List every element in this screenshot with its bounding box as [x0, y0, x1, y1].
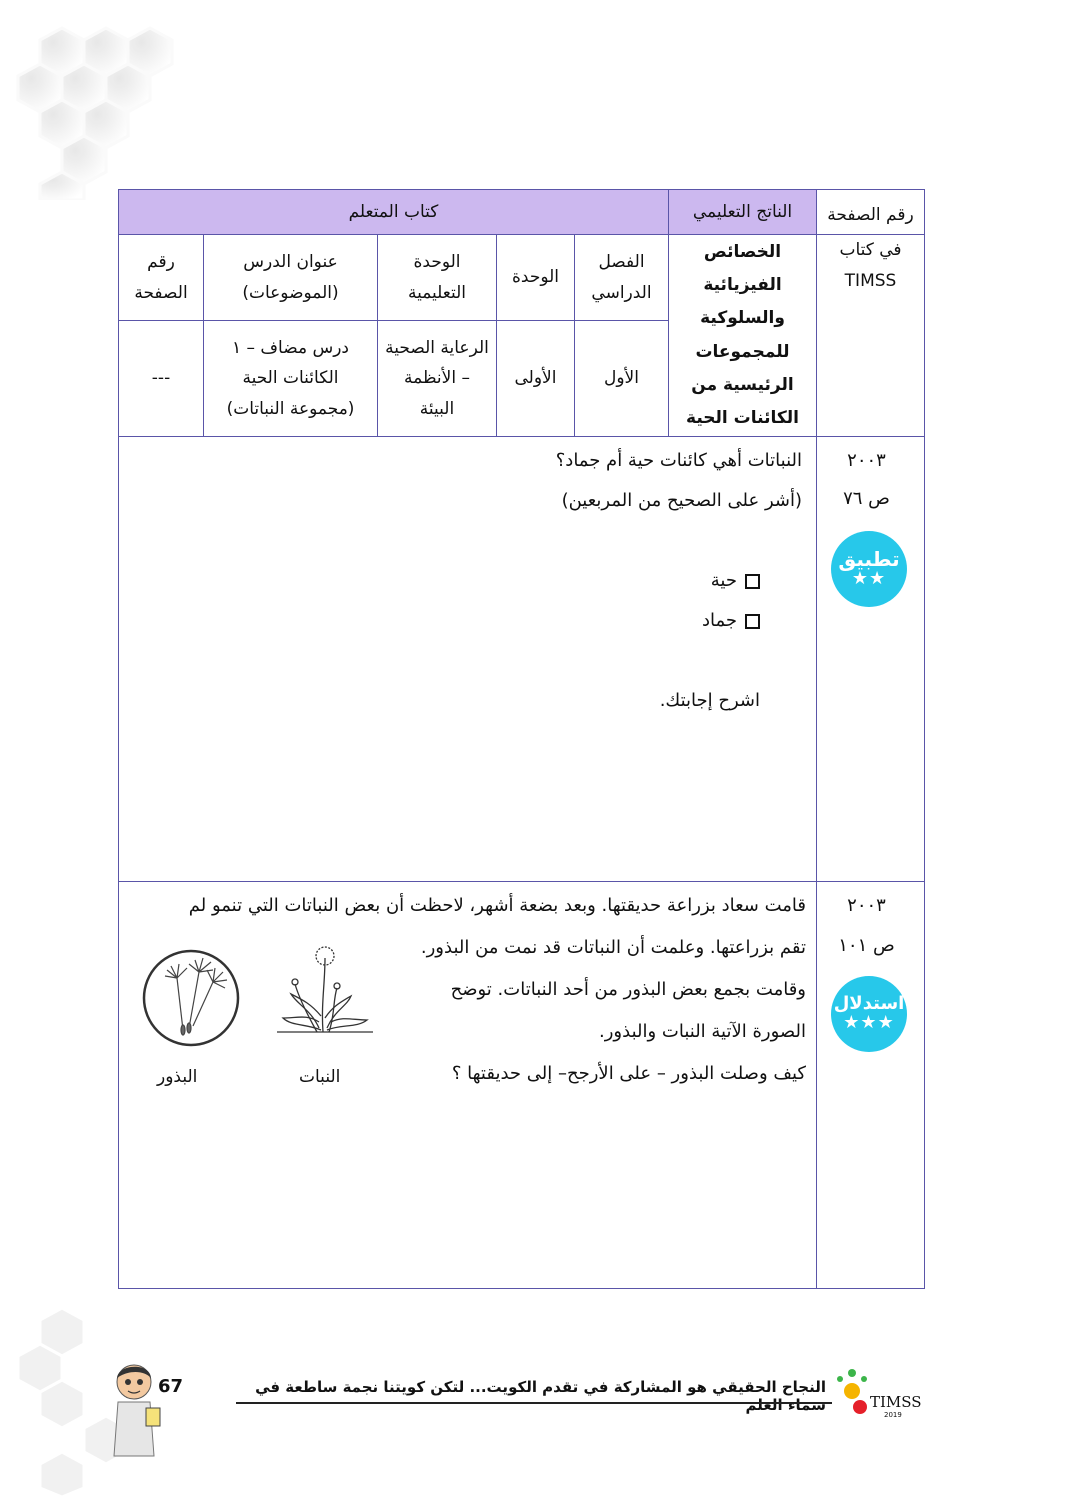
- q1-skill-badge: [831, 531, 907, 607]
- learner-book-header: كتاب المتعلم: [119, 190, 669, 235]
- footer-divider: [236, 1402, 832, 1404]
- q1-badge-title: تطبيق: [838, 547, 900, 572]
- checkbox-icon[interactable]: [745, 574, 760, 589]
- plant-label: النبات: [299, 1067, 341, 1087]
- unit-header: الوحدة: [497, 235, 575, 321]
- q2-year: ٢٠٠٣: [847, 895, 886, 916]
- semester-value: الأول: [575, 321, 669, 437]
- curriculum-table: [118, 189, 925, 1289]
- page-number-subheader: رقم الصفحة: [119, 235, 204, 321]
- learning-outcome: الخصائص الفيزيائية والسلوكية للمجموعات الرئيسية من الكائنات الحية: [669, 235, 817, 437]
- q2-badge-title: استدلال: [833, 993, 905, 1015]
- q2-line-4: الصورة الآتية النبات والبذور.: [599, 1021, 806, 1042]
- unit-value: الأولى: [497, 321, 575, 437]
- timss-page-header: في كتاب TIMSS: [817, 235, 925, 437]
- page-number-value: ---: [119, 321, 204, 437]
- q1-question: النباتات أهي كائنات حية أم جماد؟: [555, 450, 802, 471]
- q2-line-1: قامت سعاد بزراعة حديقتها. وبعد بضعة أشهر، لاحظت أن بعض النباتات التي تنمو لم: [188, 895, 806, 916]
- student-mascot-icon: [108, 1360, 168, 1460]
- page-number: 67: [158, 1376, 184, 1397]
- semester-header: الفصل الدراسي: [575, 235, 669, 321]
- q2-badge-stars: ★★★: [843, 1012, 895, 1034]
- q2-content: [119, 882, 817, 1289]
- lesson-title-header: عنوان الدرس (الموضوعات): [204, 235, 378, 321]
- dandelion-plant-image: [277, 944, 377, 1040]
- hexagon-pattern-decoration: [0, 0, 300, 200]
- learning-unit-value: الرعاية الصحية – الأنظمة البيئة: [378, 321, 497, 437]
- q1-badge-stars: ★★: [851, 568, 887, 590]
- q1-instruction: (أشر على الصحيح من المربعين): [561, 490, 802, 511]
- q2-skill-badge: [831, 976, 907, 1052]
- q2-line-5: كيف وصلت البذور – على الأرجح– إلى حديقتها ؟: [451, 1063, 806, 1084]
- q1-year: ٢٠٠٣: [847, 450, 886, 471]
- q1-option-nonliving[interactable]: [702, 605, 760, 637]
- timss-logo-year: 2019: [884, 1411, 902, 1419]
- page-number-header: رقم الصفحة: [817, 190, 925, 235]
- timss-logo-icon: [834, 1365, 924, 1421]
- lesson-title-value: درس مضاف – ١ الكائنات الحية (مجموعة النباتات): [204, 321, 378, 437]
- q1-option-alive-label: حية: [710, 570, 737, 591]
- q1-option-alive[interactable]: [711, 565, 760, 597]
- q2-page-cell: [817, 882, 925, 1289]
- q1-page-cell: [817, 437, 925, 882]
- q1-page: ص ٧٦: [843, 488, 890, 509]
- q1-option-nonliving-label: جماد: [701, 610, 737, 631]
- footer-motto: النجاح الحقيقي هو المشاركة في تقدم الكويت... لتكن كويتنا نجمة ساطعة في سماء العلم: [255, 1378, 826, 1414]
- dandelion-seeds-image: [141, 948, 241, 1048]
- q2-line-3: وقامت بجمع بعض البذور من أحد النباتات. توضح: [450, 979, 806, 1000]
- q2-line-2: تقم بزراعتها. وعلمت أن النباتات قد نمت من البذور.: [420, 937, 806, 958]
- q1-content: [119, 437, 817, 882]
- outcome-header: الناتج التعليمي: [669, 190, 817, 235]
- seeds-label: البذور: [157, 1067, 198, 1087]
- q1-explain: اشرح إجابتك.: [659, 690, 760, 711]
- timss-logo-text: TIMSS: [870, 1393, 922, 1411]
- q2-page: ص ١٠١: [838, 935, 895, 956]
- learning-unit-header: الوحدة التعليمية: [378, 235, 497, 321]
- checkbox-icon[interactable]: [745, 614, 760, 629]
